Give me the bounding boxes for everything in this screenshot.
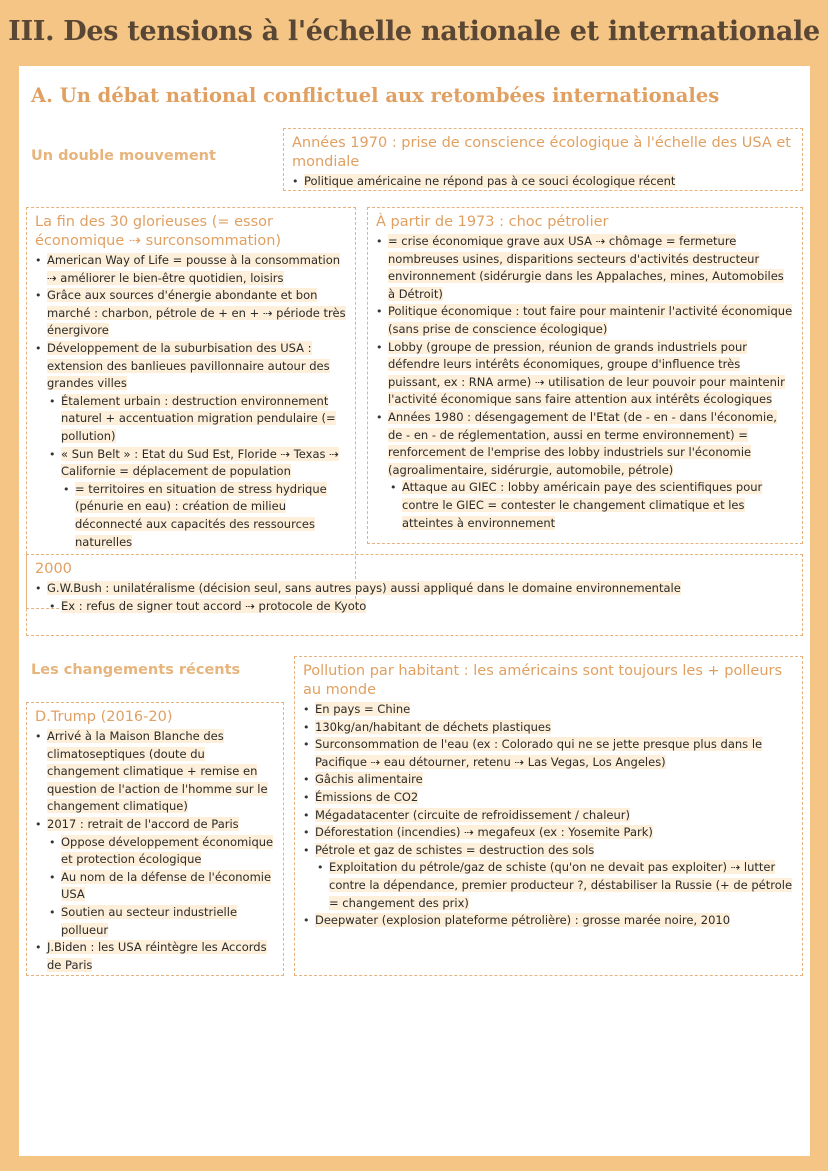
list-item: • Étalement urbain : destruction environnement naturel + accentuation migration pendulaire (= pollution) xyxy=(49,393,347,446)
list-item: • J.Biden : les USA réintègre les Accords de Paris xyxy=(35,939,275,974)
list-item: • Deepwater (explosion plateforme pétrolière) : grosse marée noire, 2010 xyxy=(303,912,794,930)
list-item: • 130kg/an/habitant de déchets plastiques xyxy=(303,719,794,737)
box-annees-1970 xyxy=(283,128,803,191)
box-heading: À partir de 1973 : choc pétrolier xyxy=(376,214,609,230)
note-sheet xyxy=(19,66,810,1156)
box-2000 xyxy=(26,554,803,636)
bullet-list xyxy=(376,233,794,532)
list-item: • Arrivé à la Maison Blanche des climatoseptiques (doute du changement climatique + remise en question de l'action de l'homme sur le changement climatique) xyxy=(35,728,275,816)
box-pollution xyxy=(294,656,803,976)
sub-bullet-list xyxy=(49,834,275,940)
page-title: III. Des tensions à l'échelle nationale et internationale xyxy=(8,16,820,47)
list-item: • En pays = Chine xyxy=(303,701,794,719)
list-item: • Grâce aux sources d'énergie abondante et bon marché : charbon, pétrole de + en + ⇢ période très énergivore xyxy=(35,287,347,340)
box-heading: Pollution par habitant : les américains sont toujours les + polleurs au monde xyxy=(303,663,783,698)
list-item: • Politique américaine ne répond pas à ce souci écologique récent xyxy=(292,173,794,191)
list-item: • = territoires en situation de stress hydrique (pénurie en eau) : création de milieu déconnecté aux capacités des ressources naturelles xyxy=(63,481,347,551)
list-item: • 2017 : retrait de l'accord de Paris • Oppose développement économique et protection écologique • Au nom de la défense de l'économie USA • Soutien au secteur industrielle pollueur xyxy=(35,816,275,939)
list-item: • Oppose développement économique et protection écologique xyxy=(49,834,275,869)
box-trump xyxy=(26,702,284,976)
box-heading: Années 1970 : prise de conscience écologique à l'échelle des USA et mondiale xyxy=(292,135,791,170)
list-item: • Années 1980 : désengagement de l'Etat (de - en - dans l'économie, de - en - de réglementation, aussi en terme environnement) = renforcement de l'emprise des lobby industriels sur l'économie (agroalimentaire, sidérurgie, automobile, pétrole) • Attaque au GIEC : lobby américain paye des scientifiques pour contre le GIEC = contester le changement climatique et les atteintes à environnement xyxy=(376,409,794,532)
sub-bullet-list xyxy=(390,479,794,532)
list-item: • Développement de la suburbisation des USA : extension des banlieues pavillonnaire autour des grandes villes • Étalement urbain : destruction environnement naturel + accentuation migration pendulaire (= pollution) • « Sun Belt » : Etat du Sud Est, Floride ⇢ Texas ⇢ Californie = déplacement de population • = territoires en situation de stress hydrique (pénurie en eau) : création de milieu déconnecté aux capacités des ressources naturelles xyxy=(35,340,347,551)
list-item: • Déforestation (incendies) ⇢ megafeux (ex : Yosemite Park) xyxy=(303,824,794,842)
list-item: • « Sun Belt » : Etat du Sud Est, Floride ⇢ Texas ⇢ Californie = déplacement de population • = territoires en situation de stress hydrique (pénurie en eau) : création de milieu déconnecté aux capacités des ressources naturelles xyxy=(49,446,347,552)
list-item: • Soutien au secteur industrielle pollueur xyxy=(49,904,275,939)
section-subtitle: A. Un débat national conflictuel aux retombées internationales xyxy=(31,84,720,107)
list-item: • Au nom de la défense de l'économie USA xyxy=(49,869,275,904)
section-label-changements-recents: Les changements récents xyxy=(31,662,241,678)
bullet-list xyxy=(35,728,275,974)
sub-bullet-list xyxy=(49,393,347,551)
box-heading: D.Trump (2016-20) xyxy=(35,709,173,725)
list-item: • Politique économique : tout faire pour maintenir l'activité économique (sans prise de conscience écologique) xyxy=(376,303,794,338)
box-heading: La fin des 30 glorieuses (= essor économique ⇢ surconsommation) xyxy=(35,214,282,249)
list-item: • G.W.Bush : unilatéralisme (décision seul, sans autres pays) aussi appliqué dans le domaine environnementale • Ex : refus de signer tout accord ⇢ protocole de Kyoto xyxy=(35,580,794,615)
list-item: • Gâchis alimentaire xyxy=(303,771,794,789)
sub-bullet-list xyxy=(49,598,794,616)
list-item: • Pétrole et gaz de schistes = destruction des sols • Exploitation du pétrole/gaz de schiste (qu'on ne devait pas exploiter) ⇢ lutter contre la dépendance, premier producteur ?, déstabiliser la Russie (+ de pétrole = changement des prix) xyxy=(303,842,794,912)
section-label-double-mouvement: Un double mouvement xyxy=(31,148,216,164)
bullet-list xyxy=(303,701,794,930)
bullet-list xyxy=(35,252,347,551)
box-choc-petrolier xyxy=(367,207,803,544)
sub-sub-bullet-list xyxy=(63,481,347,551)
list-item: • Attaque au GIEC : lobby américain paye des scientifiques pour contre le GIEC = contester le changement climatique et les atteintes à environnement xyxy=(390,479,794,532)
list-item: • Surconsommation de l'eau (ex : Colorado qui ne se jette presque plus dans le Pacifique ⇢ eau détourner, retenu ⇢ Las Vegas, Los Angeles) xyxy=(303,736,794,771)
list-item: • Lobby (groupe de pression, réunion de grands industriels pour défendre leurs intérêts économiques, groupe d'influence très puissant, ex : RNA arme) ⇢ utilisation de leur pouvoir pour maintenir l'activité économique sans faire attention aux intérêts écologiques xyxy=(376,339,794,409)
box-fin-30-glorieuses xyxy=(26,207,356,609)
list-item: • American Way of Life = pousse à la consommation ⇢ améliorer le bien-être quotidien, loisirs xyxy=(35,252,347,287)
bullet-list xyxy=(35,580,794,615)
box-heading: 2000 xyxy=(35,561,72,577)
list-item: • Mégadatacenter (circuite de refroidissement / chaleur) xyxy=(303,807,794,825)
sub-bullet-list xyxy=(317,859,794,912)
list-item: • Ex : refus de signer tout accord ⇢ protocole de Kyoto xyxy=(49,598,794,616)
bullet-list xyxy=(292,173,794,191)
list-item: • = crise économique grave aux USA ⇢ chômage = fermeture nombreuses usines, disparitions secteurs d'activités destructeur environnement (sidérurgie dans les Appalaches, mines, Automobiles à Détroit) xyxy=(376,233,794,303)
list-item: • Émissions de CO2 xyxy=(303,789,794,807)
list-item: • Exploitation du pétrole/gaz de schiste (qu'on ne devait pas exploiter) ⇢ lutter contre la dépendance, premier producteur ?, déstabiliser la Russie (+ de pétrole = changement des prix) xyxy=(317,859,794,912)
